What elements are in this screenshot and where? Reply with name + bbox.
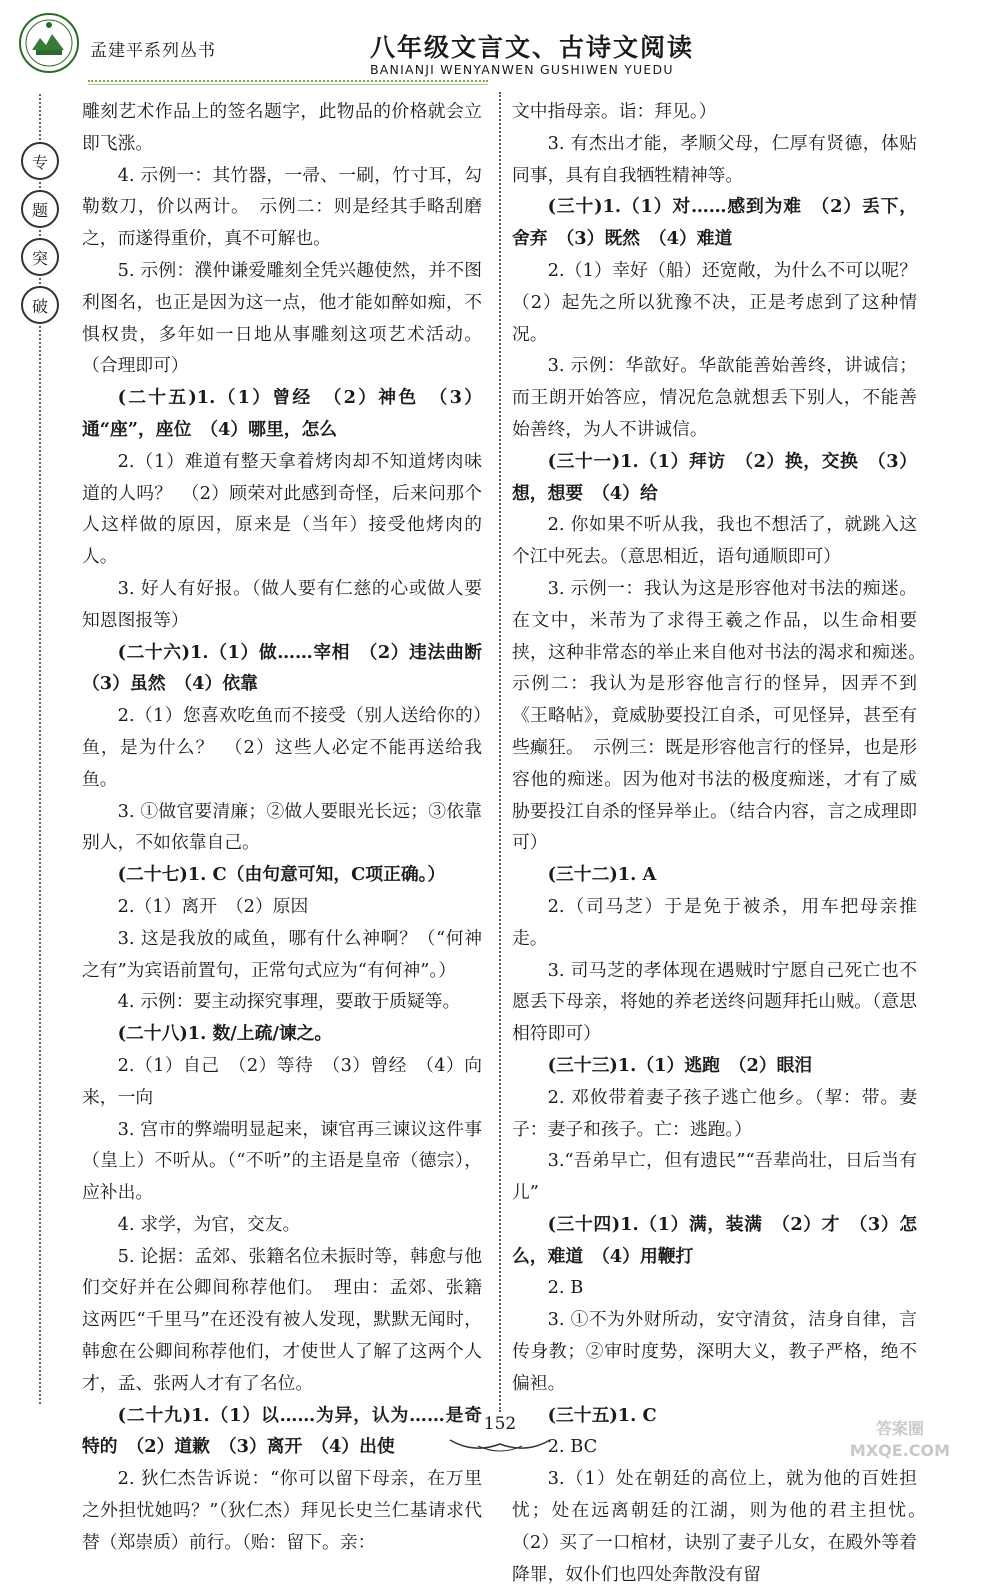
section-answer-heading: (二十八)1. 数/上疏/谏之。	[117, 1023, 333, 1045]
answer-paragraph: 4. 示例：要主动探究事理，要敢于质疑等。	[117, 991, 461, 1013]
watermark-text: 答案圈	[875, 1419, 924, 1438]
sidebar-stamp: 突	[21, 238, 59, 276]
section-answer-heading: (二十六)1.（1）做……宰相 （2）违法曲断 （3）虽然 （4）依靠	[82, 641, 500, 695]
header-rule	[88, 80, 488, 82]
answer-paragraph: 3. 有杰出才能，孝顺父母，仁厚有贤德，体贴同事，具有自我牺牲精神等。	[512, 132, 917, 186]
answer-paragraph: 3.“吾弟早亡，但有遗民”“吾辈尚壮，日后当有儿”	[512, 1150, 917, 1204]
answer-paragraph: 2. B	[547, 1277, 584, 1299]
watermark	[805, 1418, 995, 1468]
answer-paragraph: 雕刻艺术作品上的签名题字，此物品的价格就会立即飞涨。	[82, 101, 482, 154]
sidebar-stamp: 专	[21, 142, 59, 180]
answer-paragraph: 2. 邓攸带着妻子孩子逃亡他乡。（挈：带。妻子：妻子和孩子。亡：逃跑。）	[512, 1086, 917, 1140]
answer-column-right	[512, 96, 935, 1590]
answer-paragraph: 3. 司马芝的孝体现在遇贼时宁愿自己死亡也不愿丢下母亲，将她的养老送终问题拜托山贼。（意思相符即可）	[512, 959, 917, 1045]
column-divider	[499, 92, 501, 1412]
answer-paragraph: 文中指母亲。诣：拜见。）	[512, 101, 717, 122]
answer-paragraph: 3. 好人有好报。（做人要有仁慈的心或做人要知恩图报等）	[82, 577, 482, 631]
section-answer-heading: (三十二)1. A	[547, 864, 657, 886]
answer-paragraph: 3.（1）处在朝廷的高位上，就为他的百姓担忧；处在远离朝廷的江湖，则为他的君主担忧。 （2）买了一口棺材，诀别了妻子儿女，在殿外等着降罪，奴仆们也四处奔散没有留	[512, 1468, 935, 1585]
section-answer-heading: (三十三)1.（1）逃跑 （2）眼泪	[547, 1054, 813, 1076]
section-answer-heading: (三十)1.（1）对……感到为难 （2）丢下，舍弃 （3）既然 （4）难道	[512, 196, 917, 250]
section-answer-heading: (三十四)1.（1）满，装满 （2）才 （3）怎么，难道 （4）用鞭打	[512, 1213, 917, 1267]
publisher-logo-icon	[18, 12, 80, 74]
page-header	[0, 0, 1000, 85]
answer-paragraph: 3. 示例一：我认为这是形容他对书法的痴迷。在文中，米芾为了求得王羲之作品，以生命相要挟，这种非常态的举止来自他对书法的渴求和痴迷。 示例二：我认为是形容他言行的怪异，因弄不到《王略帖》，竟威胁要投江自杀，可见怪异，甚至有些癫狂。 示例三：既是形容他言行的怪异，也是形容他的痴迷。因为他对书法的极度痴迷，才有了威胁要投江自杀的怪异举止。（结合内容，言之成理即可）	[512, 577, 935, 854]
sidebar-stamp: 题	[21, 190, 59, 228]
answer-paragraph: 2.（司马芝）于是免于被杀，用车把母亲推走。	[512, 895, 917, 949]
page-number: 152	[483, 1414, 517, 1434]
section-answer-heading: (二十九)1.（1）以……为异，认为……是奇特的 （2）道歉 （3）离开 （4）出使	[82, 1404, 482, 1458]
book-title-pinyin: BANIANJI WENYANWEN GUSHIWEN YUEDU	[370, 62, 674, 77]
answer-paragraph: 3. 宫市的弊端明显起来，谏官再三谏议这件事（皇上）不听从。（“不听”的主语是皇帝（德宗），应补出。	[82, 1118, 482, 1204]
sidebar-stamp: 破	[21, 286, 59, 324]
answer-paragraph: 2. 你如果不听从我，我也不想活了，就跳入这个江中死去。（意思相近，语句通顺即可）	[512, 514, 917, 568]
answer-paragraph: 3. 这是我放的咸鱼，哪有什么神啊？（“何神之有”为宾语前置句，正常句式应为“有何神”。）	[82, 927, 482, 981]
book-title: 八年级文言文、古诗文阅读	[370, 33, 695, 62]
answer-paragraph: 4. 示例一：其竹器，一帚、一刷，竹寸耳，勾勒数刀，价以两计。 示例二：则是经其手略刮磨之，而遂得重价，真不可解也。	[82, 164, 482, 250]
answer-paragraph: 5. 论据：孟郊、张籍名位未振时等，韩愈与他们交好并在公卿间称荐他们。 理由：孟郊、张籍这两匹“千里马”在还没有被人发现，默默无闻时，韩愈在公卿间称荐他们，才使世人了解了这两个人才，孟、张两人才有了名位。	[82, 1245, 482, 1394]
answer-paragraph: 3. ①做官要清廉；②做人要眼光长远；③依靠别人，不如依靠自己。	[82, 800, 482, 854]
answer-paragraph: 2.（1）幸好（船）还宽敞，为什么不可以呢？ （2）起先之所以犹豫不决，正是考虑到了这种情况。	[512, 259, 935, 345]
header-rule-thin	[88, 84, 488, 85]
section-answer-heading: (三十一)1.（1）拜访 （2）换，交换 （3）想，想要 （4）给	[512, 450, 917, 504]
series-name: 孟建平系列丛书	[90, 41, 216, 61]
page-ornament-icon	[448, 1436, 552, 1456]
answer-paragraph: 3. 示例：华歆好。华歆能善始善终，讲诚信；而王朗开始答应，情况危急就想丢下别人，不能善始善终，为人不讲诚信。	[512, 355, 917, 440]
answer-paragraph: 2.（1）难道有整天拿着烤肉却不知道烤肉味道的人吗？ （2）顾荣对此感到奇怪，后来问那个人这样做的原因，原来是（当年）接受他烤肉的人。	[82, 450, 482, 568]
answer-paragraph: 3. ①不为外财所动，安守清贫，洁身自律，言传身教；②审时度势，深明大义，教子严格，绝不偏袒。	[512, 1309, 917, 1394]
answer-paragraph: 5. 示例：濮仲谦爱雕刻全凭兴趣使然，并不图利图名，也正是因为这一点，他才能如醉如痴，不惧权贵，多年如一日地从事雕刻这项艺术活动。（合理即可）	[82, 259, 482, 377]
watermark-url: MXQE.COM	[849, 1441, 951, 1460]
answer-paragraph: 2. BC	[547, 1436, 598, 1458]
section-answer-heading: (二十七)1. C（由句意可知，C项正确。）	[117, 864, 446, 886]
answer-paragraph: 4. 求学，为官，交友。	[117, 1213, 301, 1235]
answer-paragraph: 2. 狄仁杰告诉说：“你可以留下母亲，在万里之外担忧她吗？”（狄仁杰）拜见长史兰仁基请求代替（郑崇质）前行。（贻：留下。亲：	[82, 1468, 482, 1553]
answer-paragraph: 2.（1）您喜欢吃鱼而不接受（别人送给你的）鱼，是为什么？ （2）这些人必定不能再送给我鱼。	[82, 705, 482, 790]
answer-paragraph: 2.（1）自己 （2）等待 （3）曾经 （4）向来，一向	[82, 1054, 482, 1108]
section-answer-heading: (二十五)1.（1）曾经 （2）神色 （3）通“座”，座位 （4）哪里，怎么	[82, 387, 482, 440]
section-answer-heading: (三十五)1. C	[547, 1404, 657, 1426]
answer-paragraph: 2.（1）离开 （2）原因	[117, 895, 309, 917]
section-sidebar	[14, 94, 70, 1404]
